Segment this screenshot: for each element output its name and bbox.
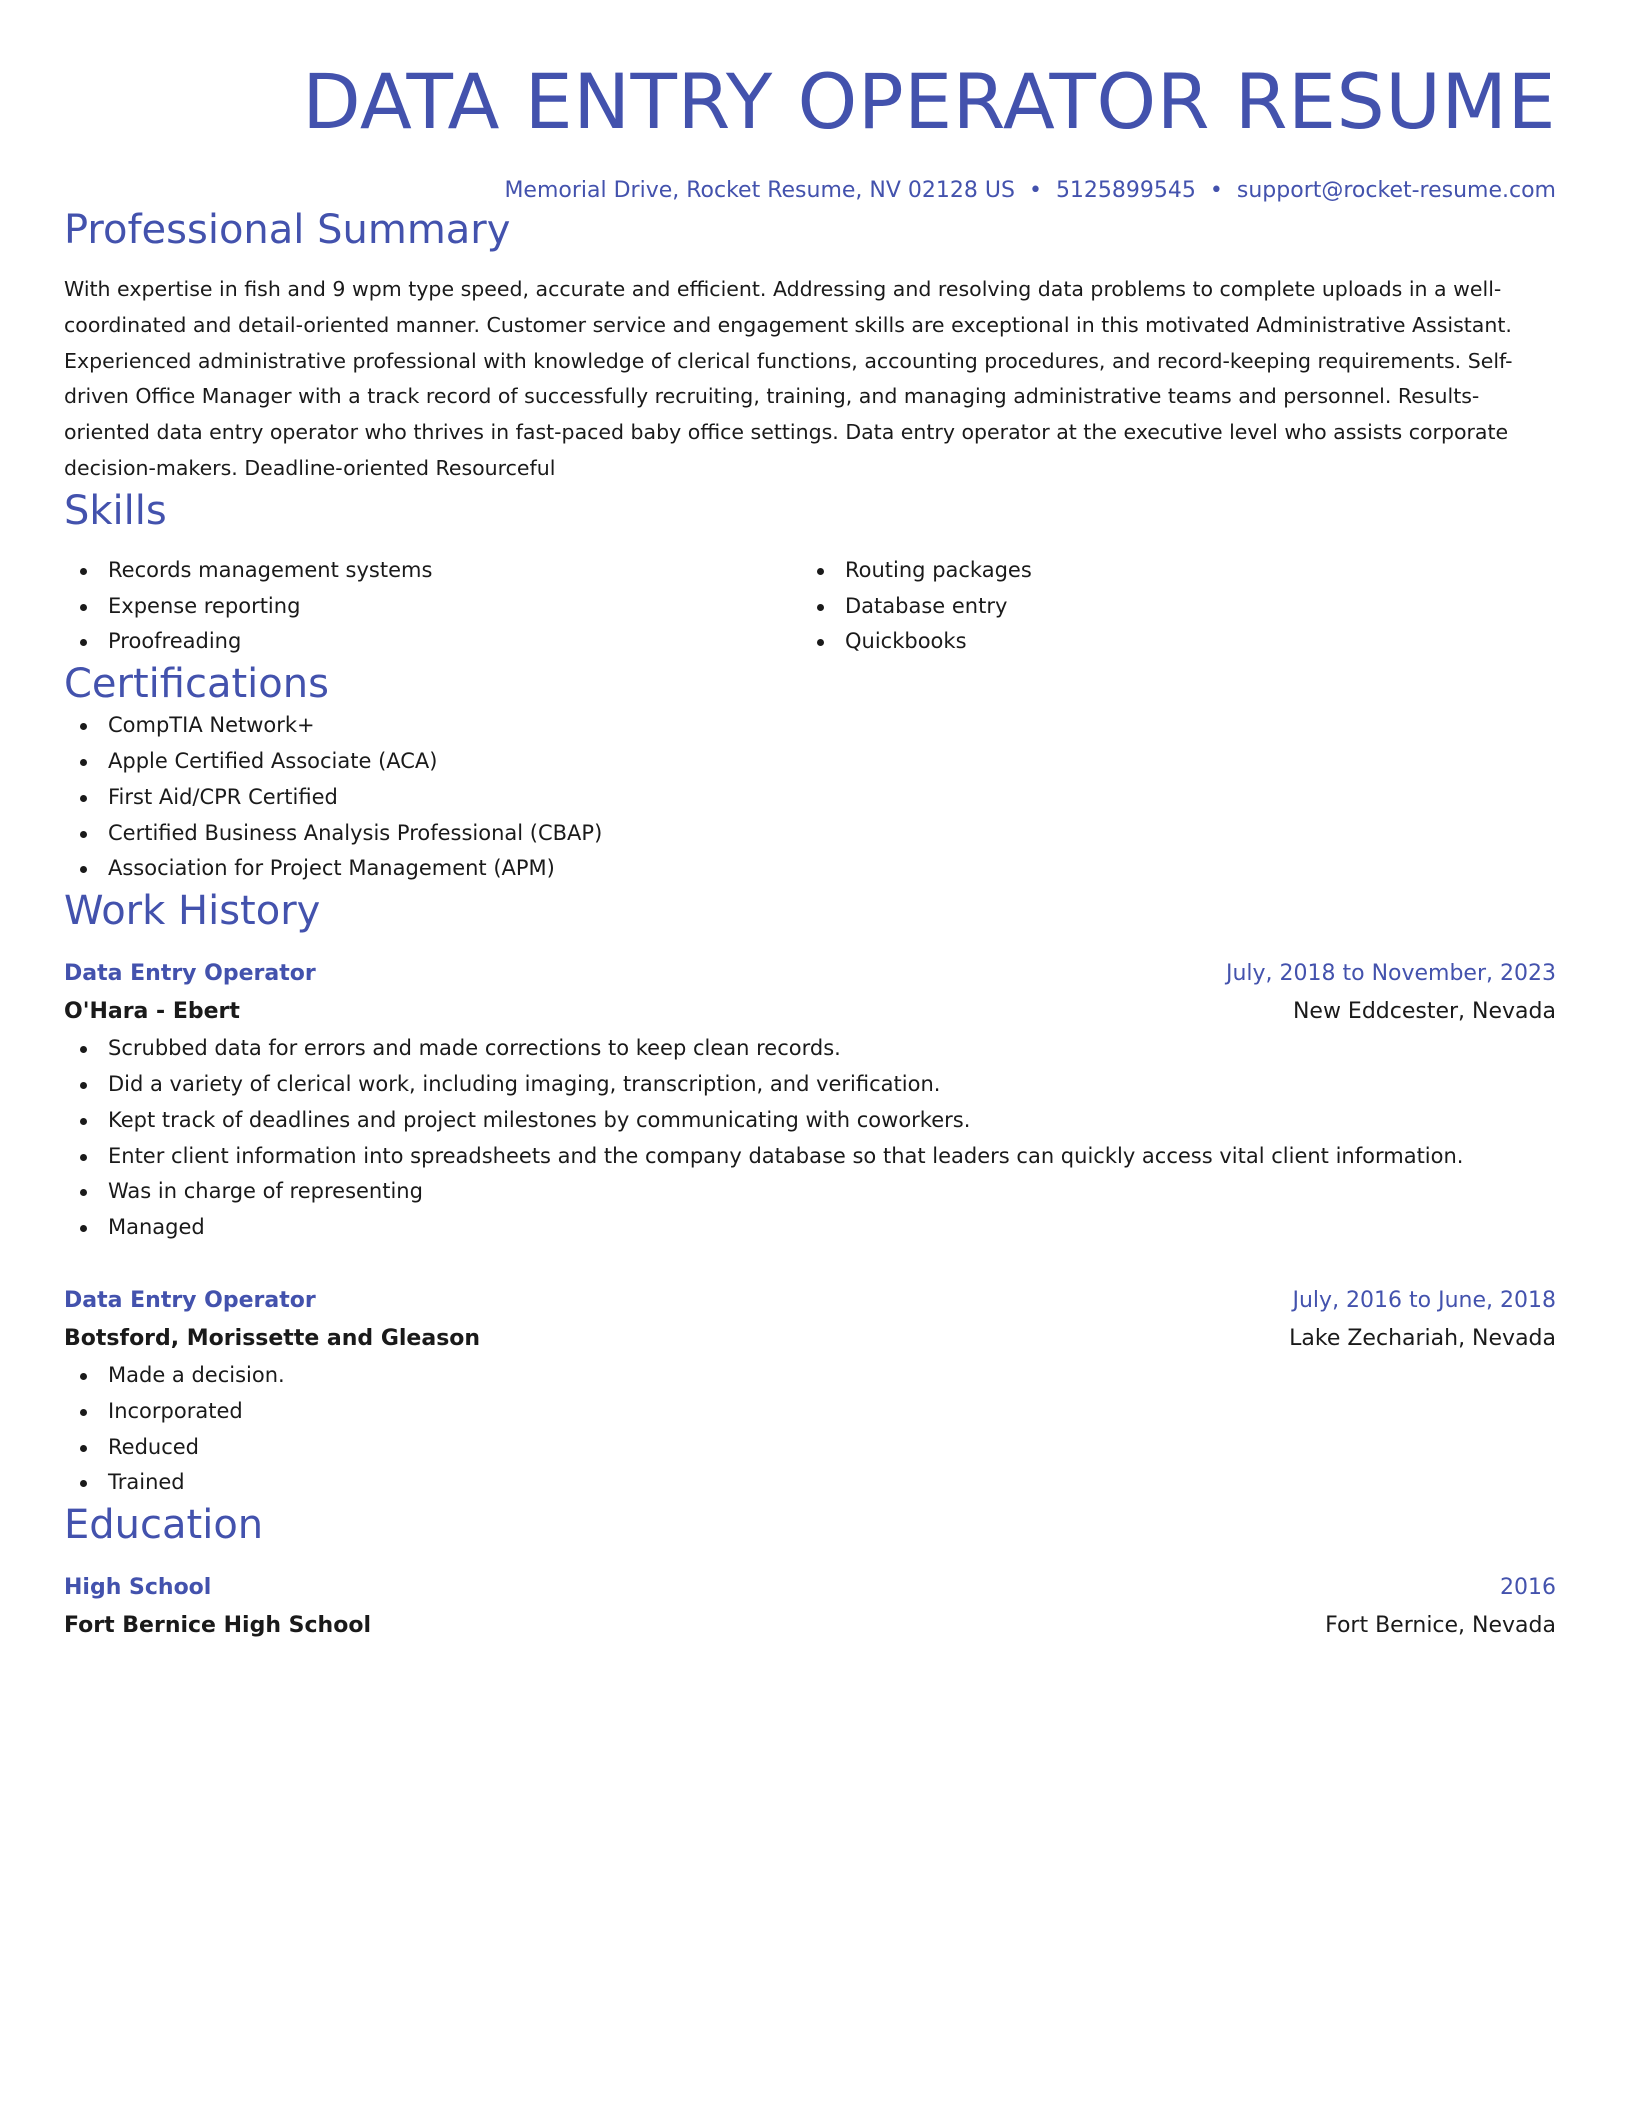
certification-item: Apple Certified Associate (ACA) — [64, 744, 1556, 780]
education-degree: High School — [64, 1575, 212, 1601]
skill-item: Quickbooks — [801, 624, 1538, 660]
job-duty-item: Trained — [64, 1465, 1556, 1501]
job-duties-list — [64, 1358, 1556, 1501]
summary-heading: Professional Summary — [64, 207, 511, 253]
skill-item: Expense reporting — [64, 589, 801, 625]
job-duty-item: Was in charge of representing — [64, 1174, 1556, 1210]
education-school-row — [64, 1607, 1556, 1645]
contact-email: support@rocket-resume.com — [1236, 178, 1556, 203]
job-role: Data Entry Operator — [64, 961, 316, 987]
job-duty-item: Kept track of deadlines and project milestones by communicating with coworkers. — [64, 1103, 1556, 1139]
job-duty-item: Did a variety of clerical work, including imaging, transcription, and verification. — [64, 1067, 1556, 1103]
job-duty-item: Made a decision. — [64, 1358, 1556, 1394]
job-duty-item: Enter client information into spreadsheets and the company database so that leaders can quickly access vital client information. — [64, 1139, 1556, 1175]
skills-heading: Skills — [64, 487, 167, 534]
education-heading: Education — [64, 1502, 264, 1549]
job-duty-item: Reduced — [64, 1430, 1556, 1466]
skill-item: Database entry — [801, 589, 1538, 625]
job-dates: July, 2016 to June, 2018 — [1292, 1287, 1556, 1313]
education-school: Fort Bernice High School — [64, 1613, 371, 1639]
certifications-heading: Certifications — [64, 661, 329, 708]
education-header-row — [64, 1569, 1556, 1607]
job-company-row — [64, 993, 1556, 1031]
job-company: Botsford, Morissette and Gleason — [64, 1325, 481, 1351]
skills-column-left — [64, 553, 801, 660]
summary-text: With expertise in fish and 9 wpm type speed, accurate and efficient. Addressing and resolving data problems to complete uploads in a well-coordinated and detail-oriented manner. Customer service and engagement skills are exceptional in this motivated Administrative Assistant. Experienced administrative professional with knowledge of clerical functions, accounting procedures, and record-keeping requirements. Self-driven Office Manager with a track record of successfully recruiting, training, and managing administrative teams and personnel. Results-oriented data entry operator who thrives in fast-paced baby office settings. Data entry operator at the executive level who assists corporate decision-makers. Deadline-oriented Resourceful — [64, 277, 1513, 480]
job-role: Data Entry Operator — [64, 1287, 316, 1313]
contact-separator: • — [1209, 178, 1223, 203]
education-location: Fort Bernice, Nevada — [1325, 1613, 1556, 1639]
job-header-row — [64, 1282, 1556, 1320]
skill-item: Records management systems — [64, 553, 801, 589]
job-duties-list — [64, 1031, 1556, 1246]
skill-item: Routing packages — [801, 553, 1538, 589]
skills-list-right — [801, 553, 1538, 660]
contact-line — [64, 176, 1556, 206]
job-duty-item: Managed — [64, 1210, 1556, 1246]
job-duty-item: Scrubbed data for errors and made corrections to keep clean records. — [64, 1031, 1556, 1067]
contact-phone: 5125899545 — [1055, 178, 1196, 203]
certification-item: First Aid/CPR Certified — [64, 780, 1556, 816]
certifications-list — [64, 708, 1556, 887]
job-dates: July, 2018 to November, 2023 — [1225, 961, 1556, 987]
resume-title: DATA ENTRY OPERATOR RESUME — [302, 57, 1556, 146]
skills-grid — [64, 553, 1556, 660]
contact-address: Memorial Drive, Rocket Resume, NV 02128 US — [504, 178, 1015, 203]
skills-column-right — [801, 553, 1538, 660]
education-entry — [64, 1569, 1556, 1645]
certification-item: CompTIA Network+ — [64, 708, 1556, 744]
education-year: 2016 — [1500, 1575, 1556, 1601]
certification-item: Association for Project Management (APM) — [64, 851, 1556, 887]
job-company-row — [64, 1320, 1556, 1358]
contact-separator: • — [1028, 178, 1042, 203]
skills-list-left — [64, 553, 801, 660]
job-header-row — [64, 955, 1556, 993]
job-location: New Eddcester, Nevada — [1292, 999, 1556, 1025]
certification-item: Certified Business Analysis Professional (CBAP) — [64, 816, 1556, 852]
resume-page — [64, 0, 1556, 1645]
skill-item: Proofreading — [64, 624, 801, 660]
job-entry — [64, 1282, 1556, 1501]
job-entry — [64, 955, 1556, 1246]
job-location: Lake Zechariah, Nevada — [1289, 1325, 1556, 1351]
job-company: O'Hara - Ebert — [64, 999, 240, 1025]
job-duty-item: Incorporated — [64, 1394, 1556, 1430]
work-history-heading: Work History — [64, 888, 321, 935]
